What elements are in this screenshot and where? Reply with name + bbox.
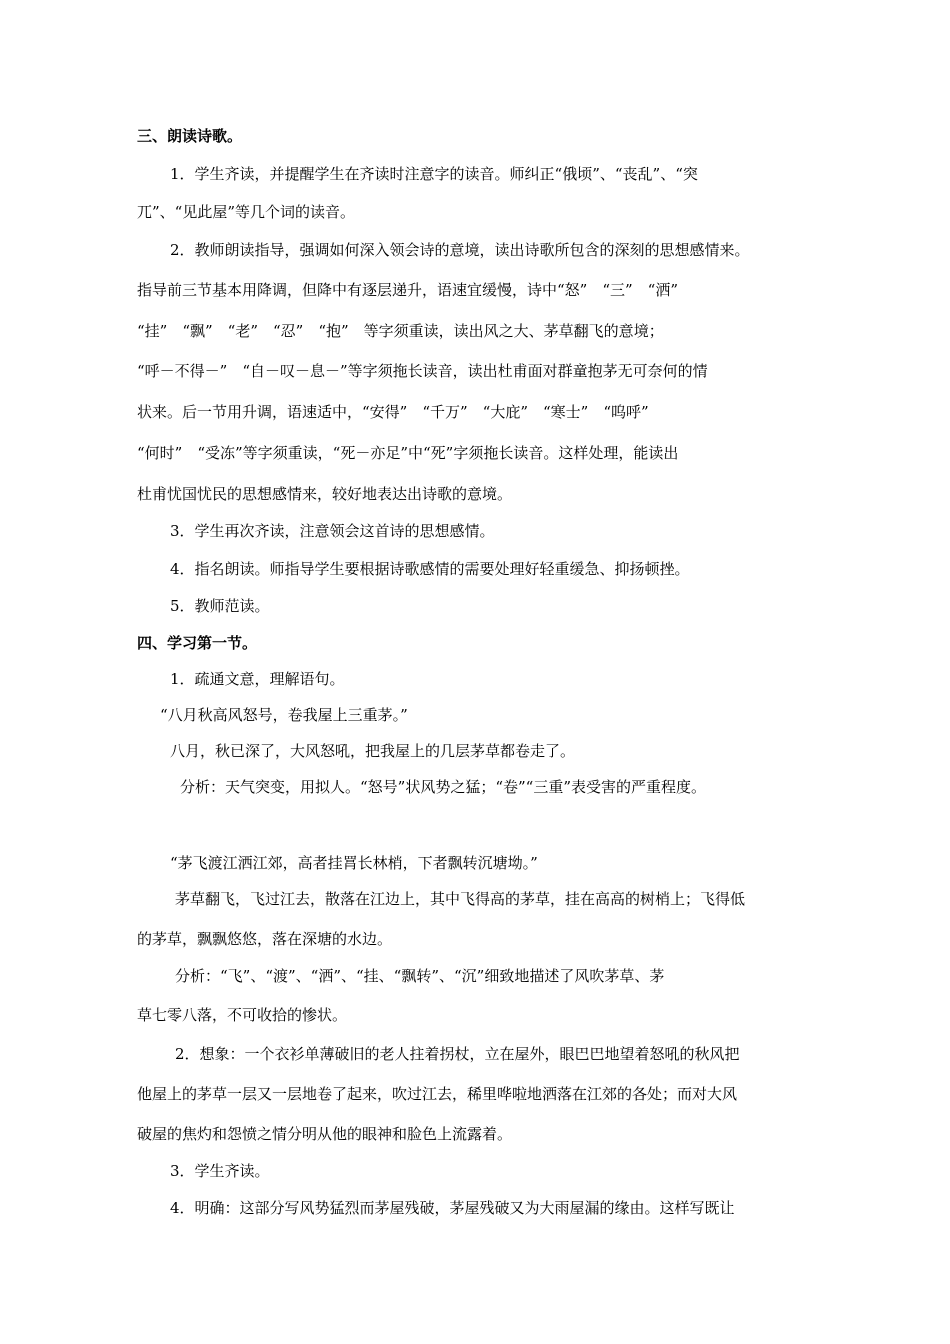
paragraph-line: 破屋的焦灼和怨愤之情分明从他的眼神和脸色上流露着。	[137, 1125, 513, 1143]
paragraph-line: 2．想象：一个衣衫单薄破旧的老人拄着拐杖，立在屋外，眼巴巴地望着怒吼的秋风把	[175, 1045, 740, 1063]
paragraph-line: 1．疏通文意，理解语句。	[170, 670, 345, 688]
paragraph-line: “茅飞渡江洒江郊，高者挂罥长林梢，下者飘转沉塘坳。”	[170, 854, 538, 872]
paragraph-line: 4．指名朗读。师指导学生要根据诗歌感情的需要处理好轻重缓急、抑扬顿挫。	[170, 560, 690, 578]
paragraph-line: 指导前三节基本用降调，但降中有逐层递升，语速宜缓慢，诗中“怒” “三” “洒”	[137, 281, 679, 299]
paragraph-line: “八月秋高风怒号，卷我屋上三重茅。”	[160, 706, 408, 724]
paragraph-line: 状来。后一节用升调，语速适中，“安得” “千万” “大庇” “寒士” “呜呼”	[137, 403, 649, 421]
section-3-heading: 三、朗读诗歌。	[137, 127, 243, 145]
paragraph-line: 兀”、“见此屋”等几个词的读音。	[137, 203, 356, 221]
paragraph-line: 杜甫忧国忧民的思想感情来，较好地表达出诗歌的意境。	[137, 485, 513, 503]
paragraph-line: 1．学生齐读，并提醒学生在齐读时注意字的读音。师纠正“俄顷”、“丧乱”、“突	[170, 165, 698, 183]
paragraph-line: 草七零八落，不可收拾的惨状。	[137, 1006, 348, 1024]
paragraph-line: 八月，秋已深了，大风怒吼，把我屋上的几层茅草都卷走了。	[170, 742, 576, 760]
paragraph-line: 分析：天气突变，用拟人。“怒号”状风势之猛；“卷”“三重”表受害的严重程度。	[180, 778, 707, 796]
paragraph-line: 他屋上的茅草一层又一层地卷了起来，吹过江去，稀里哗啦地洒落在江郊的各处；而对大风	[137, 1085, 738, 1103]
paragraph-line: 分析：“飞”、“渡”、“洒”、“挂、“飘转”、“沉”细致地描述了风吹茅草、茅	[175, 967, 665, 985]
paragraph-line: 茅草翻飞，飞过江去，散落在江边上，其中飞得高的茅草，挂在高高的树梢上；飞得低	[175, 890, 746, 908]
paragraph-line: “呼－不得－” “自－叹－息－”等字须拖长读音，读出杜甫面对群童抱茅无可奈何的情	[137, 362, 708, 380]
paragraph-line: 5．教师范读。	[170, 597, 270, 615]
paragraph-line: 的茅草，飘飘悠悠，落在深塘的水边。	[137, 930, 393, 948]
paragraph-line: 4．明确：这部分写风势猛烈而茅屋残破，茅屋残破又为大雨屋漏的缘由。这样写既让	[170, 1199, 735, 1217]
paragraph-line: “挂” “飘” “老” “忍” “抱” 等字须重读，读出风之大、茅草翻飞的意境；	[137, 322, 664, 340]
paragraph-line: “何时” “受冻”等字须重读，“死－亦足”中“死”字须拖长读音。这样处理，能读出	[137, 444, 679, 462]
paragraph-line: 2．教师朗读指导，强调如何深入领会诗的意境，读出诗歌所包含的深刻的思想感情来。	[170, 241, 750, 259]
paragraph-line: 3．学生再次齐读，注意领会这首诗的思想感情。	[170, 522, 495, 540]
paragraph-line: 3．学生齐读。	[170, 1162, 270, 1180]
section-4-heading: 四、学习第一节。	[137, 634, 258, 652]
